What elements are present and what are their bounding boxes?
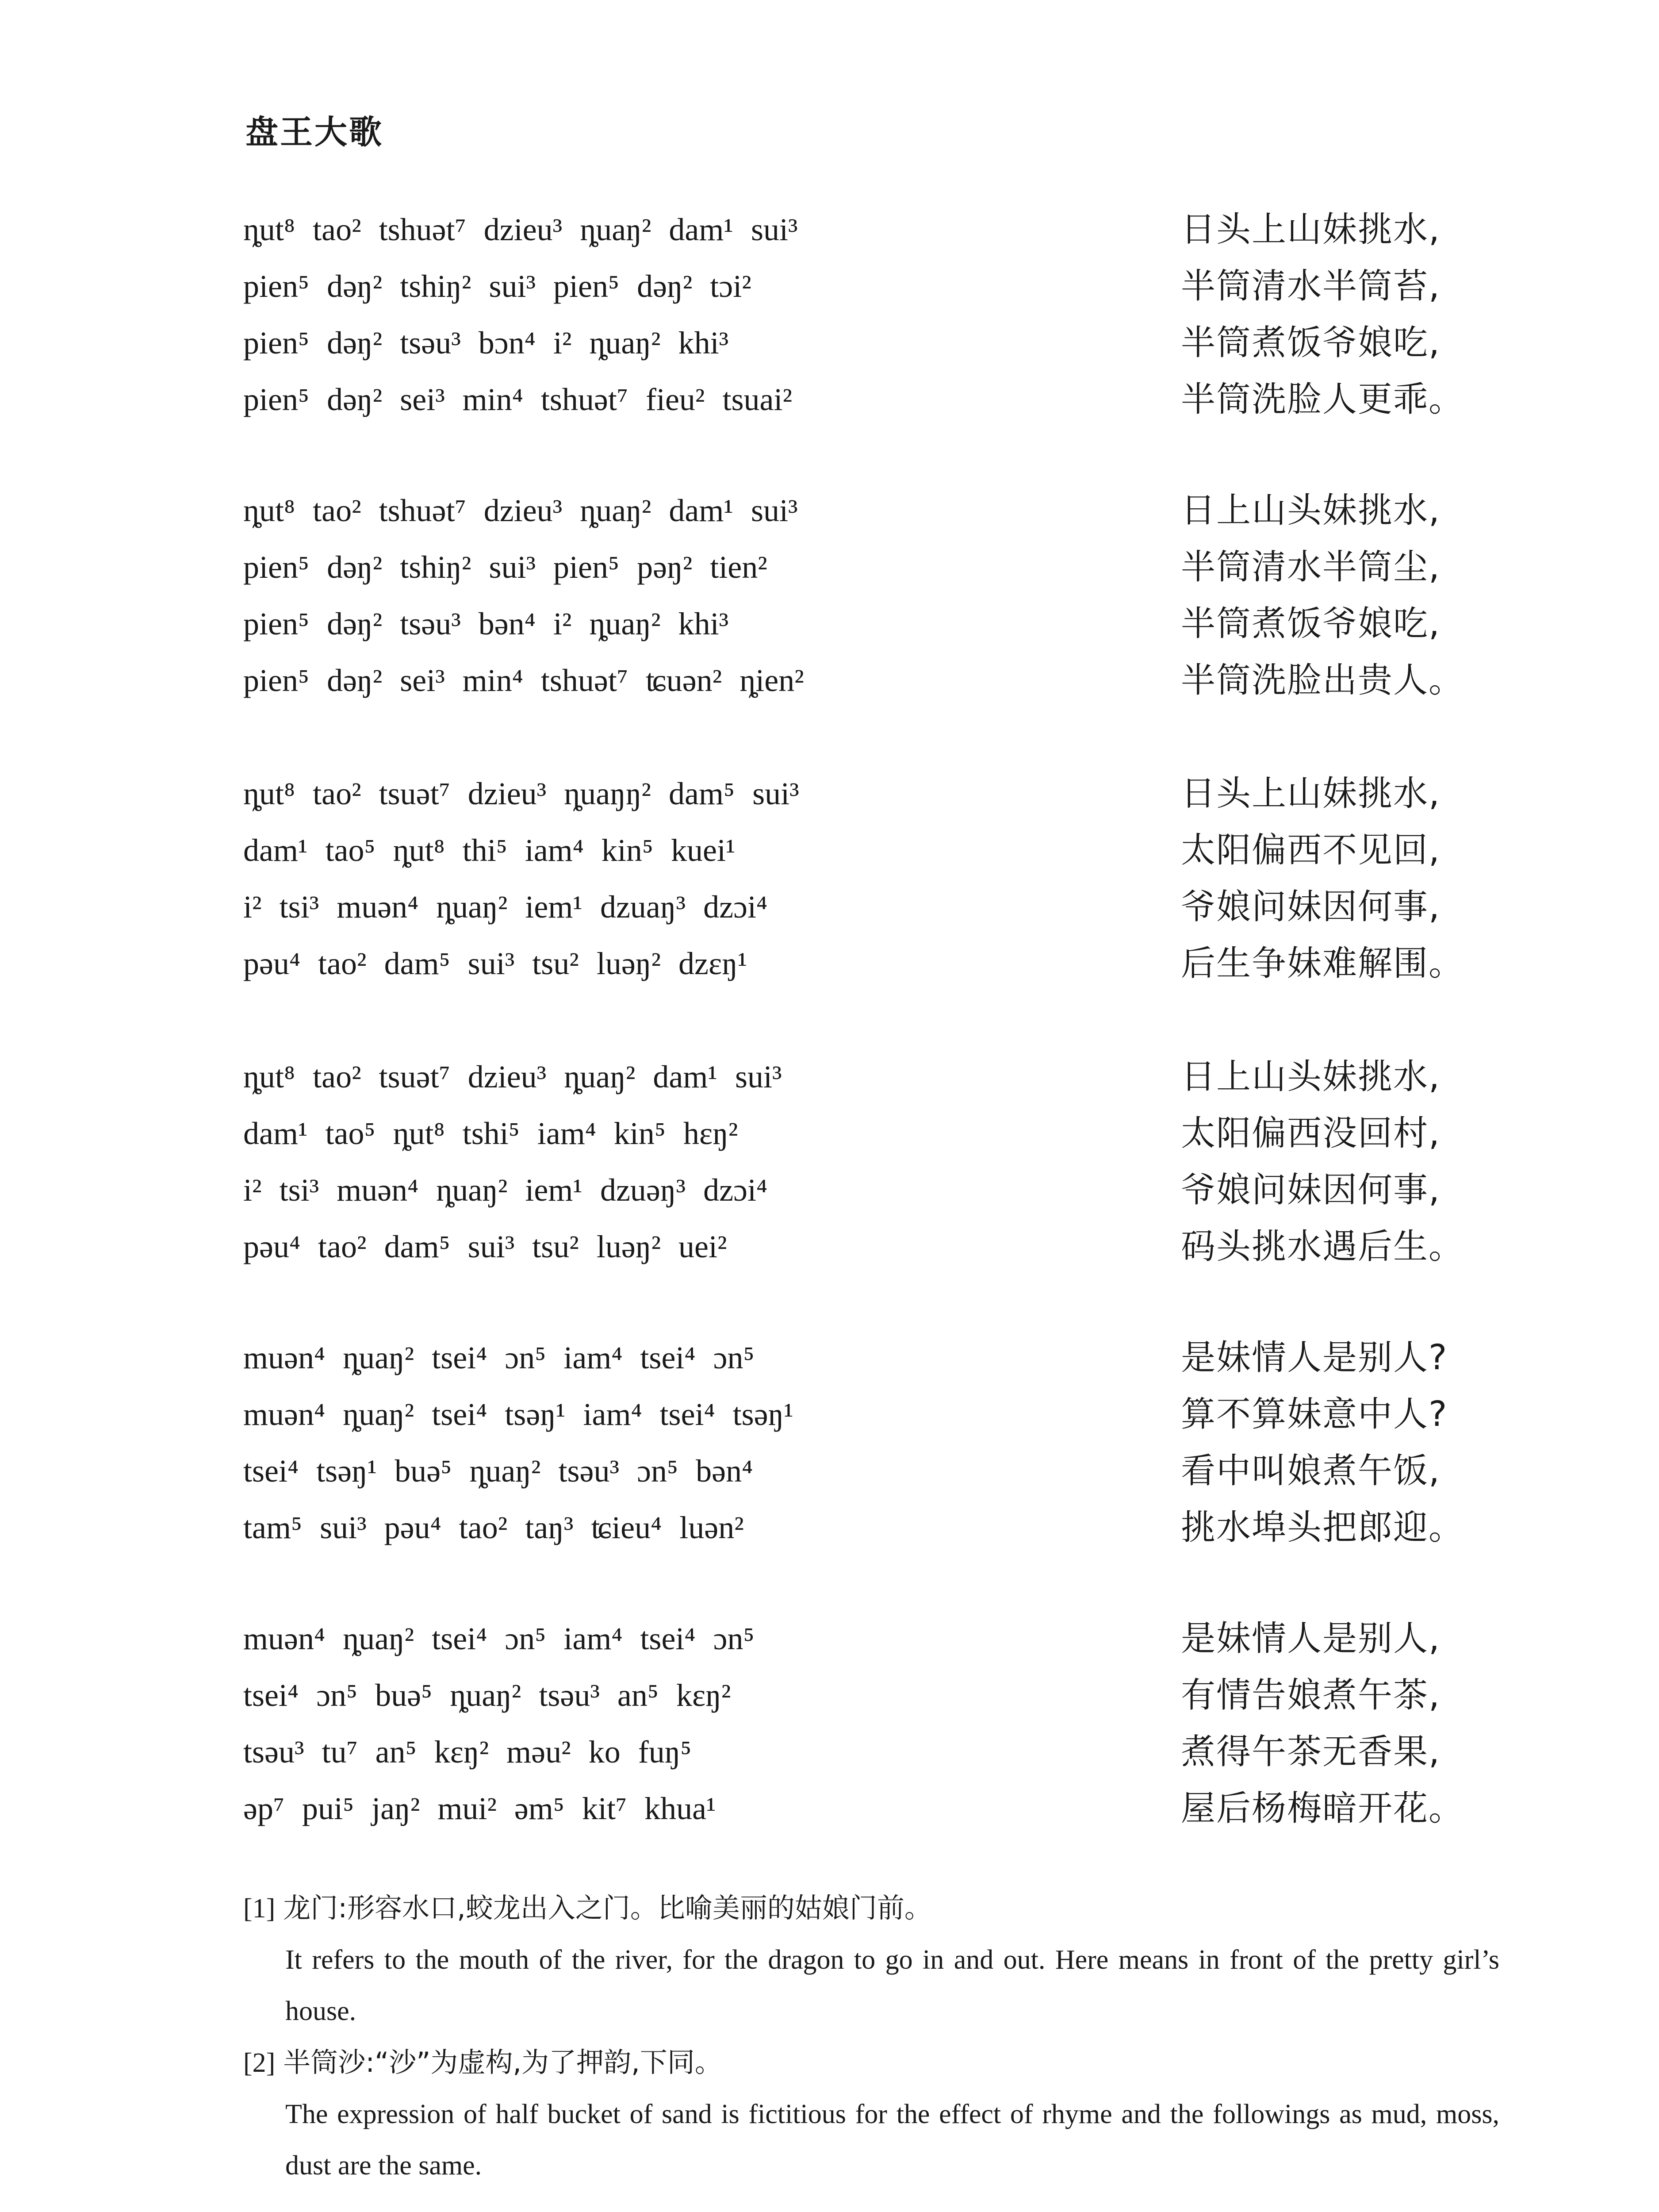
stanza <box>243 482 1468 709</box>
chinese-text: 日头上山妹挑水, <box>1181 774 1441 814</box>
chinese-text: 半筒洗脸出贵人。 <box>1181 661 1464 700</box>
footnote-number: [1] <box>243 1893 276 1924</box>
verse-line <box>243 315 1468 371</box>
stanza <box>243 1329 1468 1556</box>
chinese-text: 半筒洗脸人更乖。 <box>1181 380 1464 419</box>
verse-line <box>243 201 1468 258</box>
stanza <box>243 1610 1468 1837</box>
verse-line <box>243 539 1468 595</box>
verse-line <box>243 879 1468 935</box>
ipa-text: pien⁵ dəŋ² tsəu³ bɔn⁴ i² ȵuaŋ² khi³ <box>243 325 729 361</box>
ipa-text: tsei⁴ ɔn⁵ buə⁵ ȵuaŋ² tsəu³ an⁵ kɛŋ² <box>243 1678 731 1713</box>
chinese-text: 后生争妹难解围。 <box>1181 944 1464 983</box>
chinese-text: 煮得午茶无香果, <box>1181 1732 1441 1772</box>
stanza <box>243 201 1468 428</box>
chinese-text: 太阳偏西不见回, <box>1181 830 1441 870</box>
verse-line <box>243 371 1468 428</box>
verse-line <box>243 1443 1468 1499</box>
chinese-text: 半筒煮饭爷娘吃, <box>1181 604 1441 644</box>
chinese-text: 半筒清水半筒尘, <box>1181 547 1441 587</box>
ipa-text: ȵut⁸ tao² tsuət⁷ dzieu³ ȵuaŋ² dam¹ sui³ <box>243 1059 782 1094</box>
ipa-text: pien⁵ dəŋ² sei³ min⁴ tshuət⁷ ʨuən² ȵien² <box>243 663 804 698</box>
stanza <box>243 1048 1468 1275</box>
chinese-text: 是妹情人是别人? <box>1181 1338 1448 1378</box>
chinese-text: 爷娘问妹因何事, <box>1181 887 1441 927</box>
ipa-text: ȵut⁸ tao² tshuət⁷ dzieu³ ȵuaŋ² dam¹ sui³ <box>243 493 798 528</box>
footnote-heading <box>243 2037 1499 2089</box>
ipa-text: pəu⁴ tao² dam⁵ sui³ tsu² luəŋ² uei² <box>243 1229 727 1264</box>
verse-line <box>243 765 1468 822</box>
verse-line <box>243 1667 1468 1724</box>
ipa-text: pəu⁴ tao² dam⁵ sui³ tsu² luəŋ² dzɛŋ¹ <box>243 946 747 981</box>
ipa-text: tam⁵ sui³ pəu⁴ tao² taŋ³ ʨieu⁴ luən² <box>243 1510 744 1545</box>
ipa-text: muən⁴ ȵuaŋ² tsei⁴ ɔn⁵ iam⁴ tsei⁴ ɔn⁵ <box>243 1621 755 1656</box>
verse-line <box>243 258 1468 315</box>
verse-line <box>243 1048 1468 1105</box>
ipa-text: muən⁴ ȵuaŋ² tsei⁴ ɔn⁵ iam⁴ tsei⁴ ɔn⁵ <box>243 1340 755 1375</box>
chinese-text: 半筒清水半筒苔, <box>1181 266 1441 306</box>
chinese-text: 日头上山妹挑水, <box>1181 210 1441 250</box>
ipa-text: pien⁵ dəŋ² tsəu³ bən⁴ i² ȵuaŋ² khi³ <box>243 606 729 641</box>
chinese-text: 算不算妹意中人? <box>1181 1394 1448 1434</box>
page-header: 盘王大歌 <box>245 113 383 151</box>
footnote-english: The expression of half bucket of sand is fictitious for the effect of rhyme and the followings as mud, moss, dust are the same. <box>285 2099 1499 2181</box>
chinese-text: 日上山头妹挑水, <box>1181 491 1441 530</box>
chinese-text: 码头挑水遇后生。 <box>1181 1227 1464 1267</box>
ipa-text: i² tsi³ muən⁴ ȵuaŋ² iem¹ dzuəŋ³ dzɔi⁴ <box>243 1172 768 1208</box>
ipa-text: muən⁴ ȵuaŋ² tsei⁴ tsəŋ¹ iam⁴ tsei⁴ tsəŋ¹ <box>243 1397 793 1432</box>
verse-line <box>243 595 1468 652</box>
footnote-english: It refers to the mouth of the river, for the dragon to go in and out. Here means in front of the pretty girl’s house. <box>285 1945 1499 2026</box>
chinese-text: 屋后杨梅暗开花。 <box>1181 1789 1464 1828</box>
verse-line <box>243 1724 1468 1780</box>
verse-line <box>243 1610 1468 1667</box>
chinese-text: 看中叫娘煮午饭, <box>1181 1451 1441 1491</box>
verse-line <box>243 822 1468 879</box>
ipa-text: pien⁵ dəŋ² tshiŋ² sui³ pien⁵ pəŋ² tien² <box>243 549 767 585</box>
chinese-text: 有情告娘煮午茶, <box>1181 1675 1441 1715</box>
chinese-text: 半筒煮饭爷娘吃, <box>1181 323 1441 363</box>
chinese-text: 挑水埠头把郎迎。 <box>1181 1508 1464 1548</box>
chinese-text: 是妹情人是别人, <box>1181 1619 1441 1659</box>
verse-line <box>243 652 1468 709</box>
footnote-heading <box>243 1882 1499 1934</box>
ipa-text: dam¹ tao⁵ ȵut⁸ tshi⁵ iam⁴ kin⁵ hɛŋ² <box>243 1116 738 1151</box>
ipa-text: pien⁵ dəŋ² sei³ min⁴ tshuət⁷ fieu² tsuai² <box>243 382 793 417</box>
ipa-text: pien⁵ dəŋ² tshiŋ² sui³ pien⁵ dəŋ² tɔi² <box>243 269 751 304</box>
footnote-chinese: 龙门:形容水口,蛟龙出入之门。比喻美丽的姑娘门前。 <box>283 1892 932 1924</box>
verse-line <box>243 1162 1468 1218</box>
ipa-text: i² tsi³ muən⁴ ȵuaŋ² iem¹ dzuaŋ³ dzɔi⁴ <box>243 889 768 925</box>
ipa-text: tsəu³ tu⁷ an⁵ kɛŋ² məu² ko fuŋ⁵ <box>243 1734 692 1770</box>
chinese-text: 太阳偏西没回村, <box>1181 1114 1441 1153</box>
verse-line <box>243 1780 1468 1837</box>
verse-line <box>243 1105 1468 1162</box>
verse-line <box>243 1499 1468 1556</box>
footnotes <box>243 1882 1499 2191</box>
ipa-text: dam¹ tao⁵ ȵut⁸ thi⁵ iam⁴ kin⁵ kuei¹ <box>243 833 736 868</box>
footnote-chinese: 半筒沙:“沙”为虚构,为了押韵,下同。 <box>283 2046 722 2078</box>
verse-line <box>243 935 1468 992</box>
footnote-number: [2] <box>243 2048 276 2078</box>
verse-line <box>243 1329 1468 1386</box>
stanza <box>243 765 1468 992</box>
verse-line <box>243 1386 1468 1443</box>
ipa-text: ȵut⁸ tao² tsuət⁷ dzieu³ ȵuaŋŋ² dam⁵ sui³ <box>243 776 799 811</box>
chinese-text: 爷娘问妹因何事, <box>1181 1170 1441 1210</box>
ipa-text: ȵut⁸ tao² tshuət⁷ dzieu³ ȵuaŋ² dam¹ sui³ <box>243 212 798 247</box>
ipa-text: tsei⁴ tsəŋ¹ buə⁵ ȵuaŋ² tsəu³ ɔn⁵ bən⁴ <box>243 1453 753 1489</box>
chinese-text: 日上山头妹挑水, <box>1181 1057 1441 1097</box>
ipa-text: əp⁷ pui⁵ jaŋ² mui² əm⁵ kit⁷ khua¹ <box>243 1791 716 1826</box>
verse-line <box>243 482 1468 539</box>
verse-line <box>243 1218 1468 1275</box>
